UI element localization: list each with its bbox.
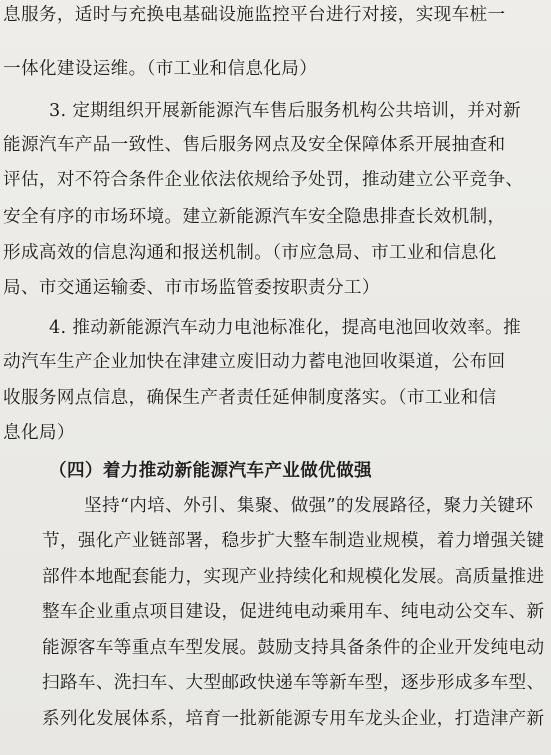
text-line: 3. 定期组织开展新能源汽车售后服务机构公共培训，并对新 [49,101,522,121]
text-line: 坚持“内培、外引、集聚、做强”的发展路径，聚力关键环 [84,496,534,516]
text-line: 形成高效的信息沟通和报送机制。（市应急局、市工业和信息化 [3,243,497,263]
text-line: 安全有序的市场环境。建立新能源汽车安全隐患排查长效机制， [3,207,506,227]
text-line: 节，强化产业链部署，稳步扩大整车制造业规模，着力增强关键 [42,531,545,551]
text-line: 能源客车等重点车型发展。鼓励支持具备条件的企业开发纯电动 [42,638,545,658]
text-line: 整车企业重点项目建设，促进纯电动乘用车、纯电动公交车、新 [42,602,545,622]
text-line: 动汽车生产企业加快在津建立废旧动力蓄电池回收渠道，公布回 [3,352,506,372]
text-line: 息服务，适时与充换电基础设施监控平台进行对接，实现车桩一 [3,5,506,25]
text-line: 扫路车、洗扫车、大型邮政快递车等新车型，逐步形成多车型、 [42,673,545,693]
text-line: 局、市交通运输委、市市场监管委按职责分工） [3,278,380,298]
text-line: 收服务网点信息，确保生产者责任延伸制度落实。（市工业和信 [3,388,497,408]
section-heading: （四）着力推动新能源汽车产业做优做强 [49,460,372,481]
text-line: 4. 推动新能源汽车动力电池标准化，提高电池回收效率。推 [49,318,522,338]
text-line: 能源汽车产品一致性、售后服务网点及安全保障体系开展抽查和 [3,135,506,155]
text-line: 一体化建设运维。（市工业和信息化局） [3,59,318,79]
text-line: 息化局） [3,423,75,443]
text-line: 评估，对不符合条件企业依法依规给予处罚，推动建立公平竞争、 [3,170,524,190]
text-line: 部件本地配套能力，实现产业持续化和规模化发展。高质量推进 [42,567,545,587]
text-line: 系列化发展体系，培育一批新能源专用车龙头企业，打造津产新 [42,709,545,729]
